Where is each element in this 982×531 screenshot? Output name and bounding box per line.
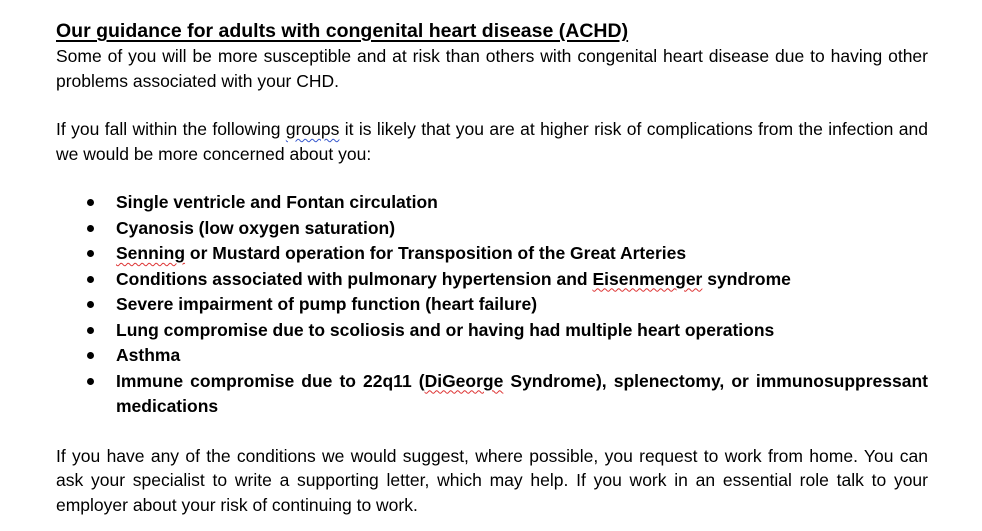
bullet-icon: [87, 301, 94, 308]
document-title: Our guidance for adults with congenital heart disease (ACHD): [56, 20, 629, 42]
list-item-text: syndrome: [702, 268, 791, 289]
spell-flagged-word: Senning: [116, 243, 186, 263]
paragraph-gap: [56, 166, 928, 190]
list-item: [56, 343, 928, 369]
list-item: [56, 369, 928, 420]
list-item: [56, 216, 928, 242]
spell-flagged-word: DiGeorge: [424, 370, 504, 391]
list-item-text: Lung compromise due to scoliosis and or having had multiple heart operations: [116, 319, 775, 340]
list-item-text: Severe impairment of pump function (heart failure): [116, 294, 538, 314]
paragraph-gap: [56, 93, 928, 117]
closing-paragraph: If you have any of the conditions we would suggest, where possible, you request to work from home. You can ask your specialist to write a supporting letter, which may help. If you work in an essential role talk to your employer about your risk of continuing to work.: [56, 445, 928, 515]
grammar-flagged-word: groups: [285, 119, 340, 139]
list-item-text: Conditions associated with pulmonary hypertension and: [116, 268, 593, 289]
bullet-icon: [87, 276, 94, 283]
risk-groups-list: [56, 190, 928, 420]
groups-text-pre: If you fall within the following: [56, 119, 286, 139]
spell-flagged-word: Eisenmenger: [592, 268, 703, 289]
bullet-icon: [87, 378, 94, 385]
list-item: [56, 318, 928, 344]
list-item: [56, 267, 928, 293]
list-item-text: Asthma: [116, 345, 181, 365]
intro-paragraph: Some of you will be more susceptible and at risk than others with congenital heart disease due to having other problems associated with your CHD.: [56, 46, 928, 91]
bullet-icon: [87, 225, 94, 232]
bullet-icon: [87, 352, 94, 359]
groups-text-post: it is likely that you are at higher risk of complications from the infection and we would be more concerned about you:: [56, 119, 929, 164]
bullet-icon: [87, 250, 94, 257]
bullet-icon: [87, 327, 94, 334]
list-item-text: Cyanosis (low oxygen saturation): [116, 217, 396, 238]
list-item-text: or Mustard operation for Transposition of the Great Arteries: [185, 243, 687, 263]
list-item: [56, 190, 928, 216]
paragraph-gap: [56, 420, 928, 444]
list-item-text: Immune compromise due to 22q11 (: [116, 370, 425, 391]
document-body: [56, 18, 928, 517]
list-item: [56, 241, 928, 267]
bullet-icon: [87, 199, 94, 206]
list-item-text: Syndrome), splenectomy, or immunosuppressant medications: [116, 370, 929, 416]
list-item-text: Single ventricle and Fontan circulation: [116, 192, 438, 212]
groups-paragraph: [56, 117, 928, 166]
list-item: [56, 292, 928, 318]
